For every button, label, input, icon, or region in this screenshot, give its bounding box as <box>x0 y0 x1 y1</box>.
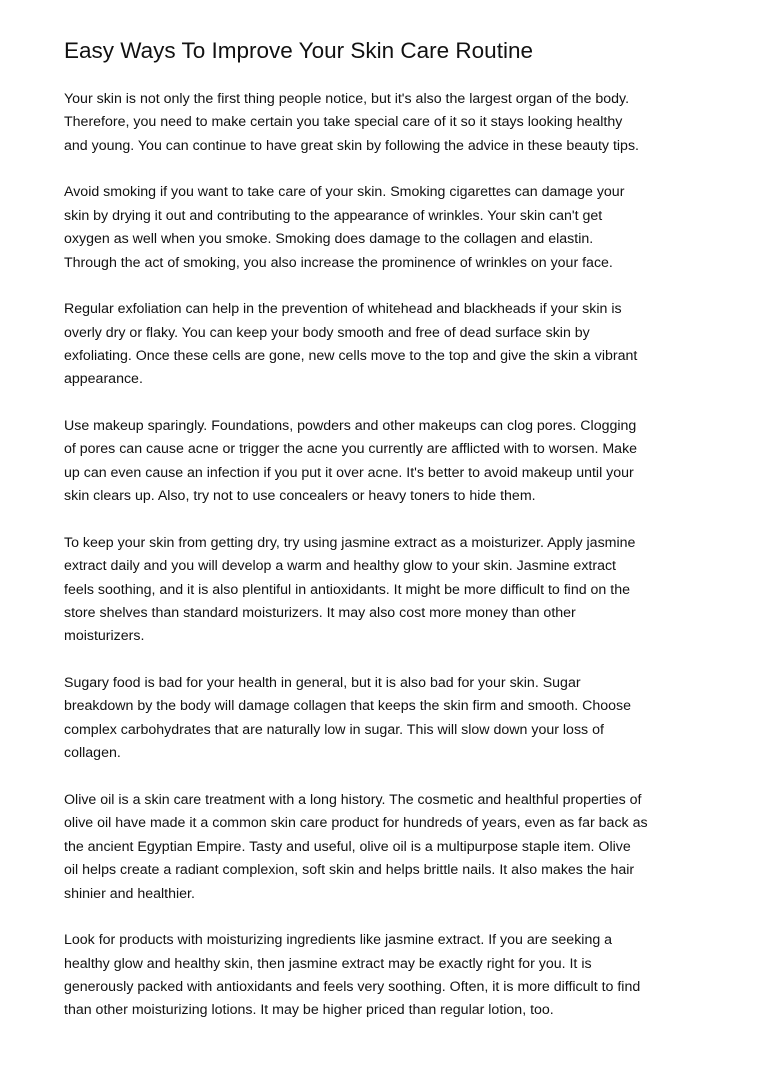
document-page <box>64 36 714 1046</box>
paragraph-intro: Your skin is not only the first thing people notice, but it's also the largest organ of the body. Therefore, you need to make certain you take special care of it so it stays looking healthy and young. You can continue to have great skin by following the advice in these beauty tips. <box>64 91 639 154</box>
paragraph-jasmine-moisturizer: To keep your skin from getting dry, try using jasmine extract as a moisturizer. Apply jasmine extract daily and you will develop a warm and healthy glow to your skin. Jasmine extract feels soothing, and it is also plentiful in antioxidants. It might be more difficult to find on the store shelves than standard moisturizers. It may also cost more money than other moisturizers. <box>64 534 636 645</box>
paragraph-moisturizing-products: Look for products with moisturizing ingredients like jasmine extract. If you are seeking a healthy glow and healthy skin, then jasmine extract may be exactly right for you. It is generously packed with antioxidants and feels very soothing. Often, it is more difficult to find than other moisturizing lotions. It may be higher priced than regular lotion, too. <box>64 932 641 1019</box>
document-title: Easy Ways To Improve Your Skin Care Routine <box>64 38 533 63</box>
paragraph-olive-oil: Olive oil is a skin care treatment with a long history. The cosmetic and healthful properties of olive oil have made it a common skin care product for hundreds of years, even as far back as the ancient Egyptian Empire. Tasty and useful, olive oil is a multipurpose staple item. Olive oil helps create a radiant complexion, soft skin and helps brittle nails. It also makes the hair shinier and healthier. <box>64 791 648 902</box>
paragraph-exfoliation: Regular exfoliation can help in the prevention of whitehead and blackheads if your skin is overly dry or flaky. You can keep your body smooth and free of dead surface skin by exfoliating. Once these cells are gone, new cells move to the top and give the skin a vibrant appearance. <box>64 301 638 388</box>
paragraph-sugary-food: Sugary food is bad for your health in general, but it is also bad for your skin. Sugar breakdown by the body will damage collagen that keeps the skin firm and smooth. Choose complex carbohydrates that are naturally low in sugar. This will slow down your loss of collagen. <box>64 675 632 762</box>
paragraph-makeup: Use makeup sparingly. Foundations, powders and other makeups can clog pores. Clogging of pores can cause acne or trigger the acne you currently are afflicted with to worsen. Make up can even cause an infection if you put it over acne. It's better to avoid makeup until your skin clears up. Also, try not to use concealers or heavy toners to hide them. <box>64 418 638 505</box>
paragraph-smoking: Avoid smoking if you want to take care of your skin. Smoking cigarettes can damage your skin by drying it out and contributing to the appearance of wrinkles. Your skin can't get oxygen as well when you smoke. Smoking does damage to the collagen and elastin. Through the act of smoking, you also increase the prominence of wrinkles on your face. <box>64 184 625 271</box>
